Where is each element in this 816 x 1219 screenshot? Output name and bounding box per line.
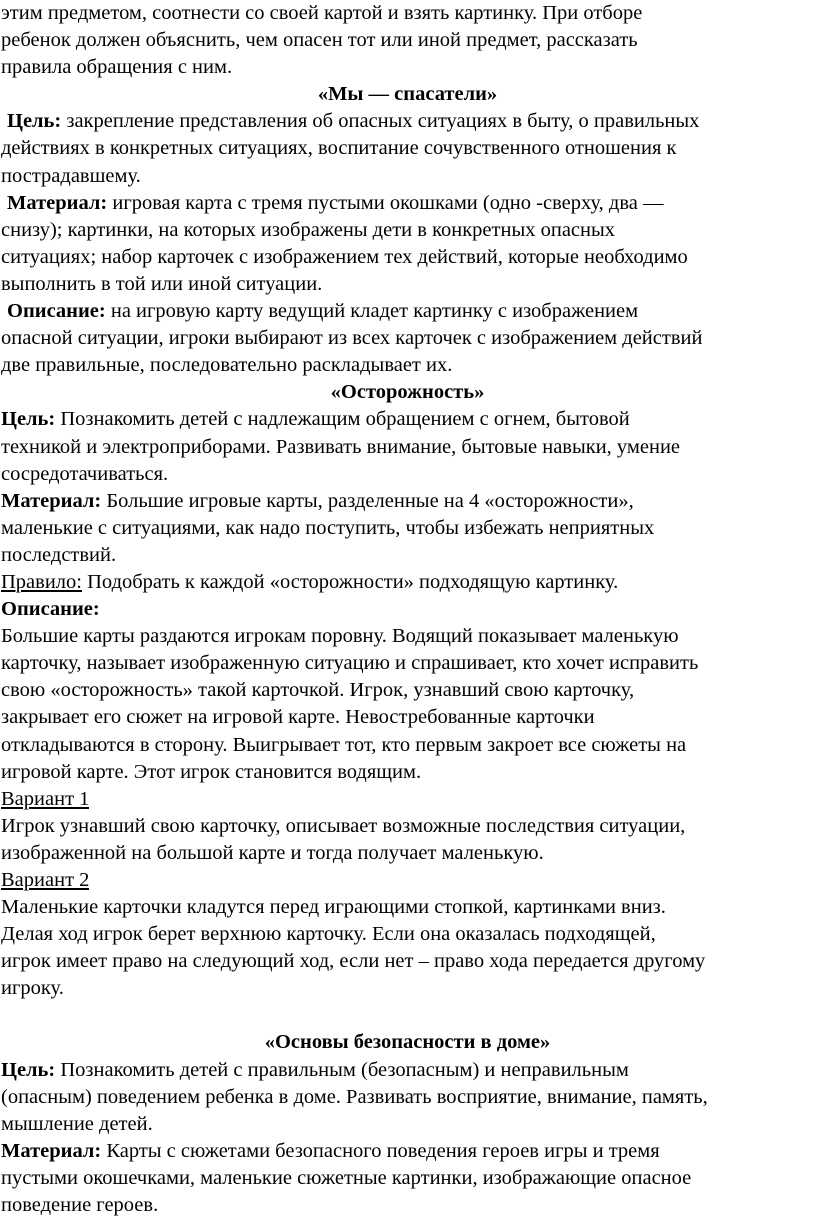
description-line: карточку, называет изображенную ситуацию и спрашивает, кто хочет исправить [1,652,699,675]
material-label: Материал: [1,489,102,512]
goal-line: сосредотачиваться. [1,462,169,485]
material-line: маленькие с ситуациями, как надо поступить, чтобы избежать неприятных [1,516,655,539]
material-text: игровая карта с тремя пустыми окошками (одно -сверху, два — [107,191,664,214]
intro-line: ребенок должен объяснить, чем опасен тот или иной предмет, рассказать [1,29,638,52]
material-line: снизу); картинки, на которых изображены дети в конкретных опасных [1,218,616,241]
goal-paragraph [1,108,814,135]
variant-2-line: игрок имеет право на следующий ход, если нет – право хода передается другому [1,950,706,973]
variant-1-line: Игрок узнавший свою карточку, описывает возможные последствия ситуации, [1,814,686,837]
goal-line: техникой и электроприборами. Развивать внимание, бытовые навыки, умение [1,435,681,458]
goal-line: мышление детей. [1,1112,153,1135]
description-line: закрывает его сюжет на игровой карте. Невостребованные карточки [1,706,595,729]
rule-label: Правило: [1,570,82,593]
description-line: свою «осторожность» такой карточкой. Игрок, узнавший свою карточку, [1,679,635,702]
description-line: опасной ситуации, игроки выбирают из всех карточек с изображением действий [1,327,703,350]
goal-label: Цель: [1,408,56,431]
description-line: откладываются в сторону. Выигрывает тот, кто первым закроет все сюжеты на [1,733,687,756]
section-title-caution: «Осторожность» [330,381,485,404]
material-line: ситуациях; набор карточек с изображением тех действий, которые необходимо [1,245,688,268]
section-title-home-safety: «Основы безопасности в доме» [264,1031,551,1054]
description-line: две правильные, последовательно раскладывает их. [1,354,453,377]
material-label: Материал: [1,1139,102,1162]
variant-2-line: Делая ход игрок берет верхнюю карточку. Если она оказалась подходящей, [1,923,656,946]
material-label: Материал: [7,191,108,214]
material-line: поведение героев. [1,1194,159,1217]
material-line: последствий. [1,543,117,566]
intro-line: правила обращения с ним. [1,56,233,79]
description-text: на игровую карту ведущий кладет картинку с изображением [105,300,639,323]
goal-line: (опасным) поведением ребенка в доме. Развивать восприятие, внимание, память, [1,1085,708,1108]
description-line: Большие карты раздаются игрокам поровну. Водящий показывает маленькую [1,625,679,648]
material-paragraph [1,1138,814,1165]
goal-label: Цель: [1,1058,56,1081]
rule-text: Подобрать к каждой «осторожности» подходящую картинку. [81,570,619,593]
goal-text: Познакомить детей с правильным (безопасным) и неправильным [55,1058,629,1081]
description-label: Описание: [1,598,100,621]
material-text: Большие игровые карты, разделенные на 4 «осторожности», [101,489,634,512]
variant-1-label: Вариант 1 [1,787,90,810]
material-line: выполнить в той или иной ситуации. [1,272,323,295]
description-line: игровой карте. Этот игрок становится водящим. [1,760,422,783]
goal-text: Познакомить детей с надлежащим обращением с огнем, бытовой [55,408,630,431]
goal-text: закрепление представления об опасных ситуациях в быту, о правильных [61,110,700,133]
goal-paragraph [1,406,814,433]
variant-2-line: Маленькие карточки кладутся перед играющими стопкой, картинками вниз. [1,896,666,919]
goal-line: действиях в конкретных ситуациях, воспитание сочувственного отношения к [1,137,677,160]
section-title-rescuers: «Мы — спасатели» [317,83,498,106]
variant-2-line: игроку. [1,977,64,1000]
variant-1-line: изображенной на большой карте и тогда получает маленькую. [1,841,544,864]
material-line: пустыми окошечками, маленькие сюжетные картинки, изображающие опасное [1,1166,692,1189]
material-paragraph [1,190,814,217]
material-text: Карты с сюжетами безопасного поведения героев игры и тремя [101,1139,660,1162]
description-label: Описание: [7,300,106,323]
goal-label: Цель: [7,110,62,133]
blank-line [1,1002,814,1029]
goal-paragraph [1,1057,814,1084]
intro-line: этим предметом, соотнести со своей картой и взять картинку. При отборе [1,2,643,24]
material-paragraph [1,488,814,515]
goal-line: пострадавшему. [1,164,141,187]
rule-paragraph [1,569,814,596]
variant-2-label: Вариант 2 [1,869,90,891]
description-paragraph [1,298,814,325]
